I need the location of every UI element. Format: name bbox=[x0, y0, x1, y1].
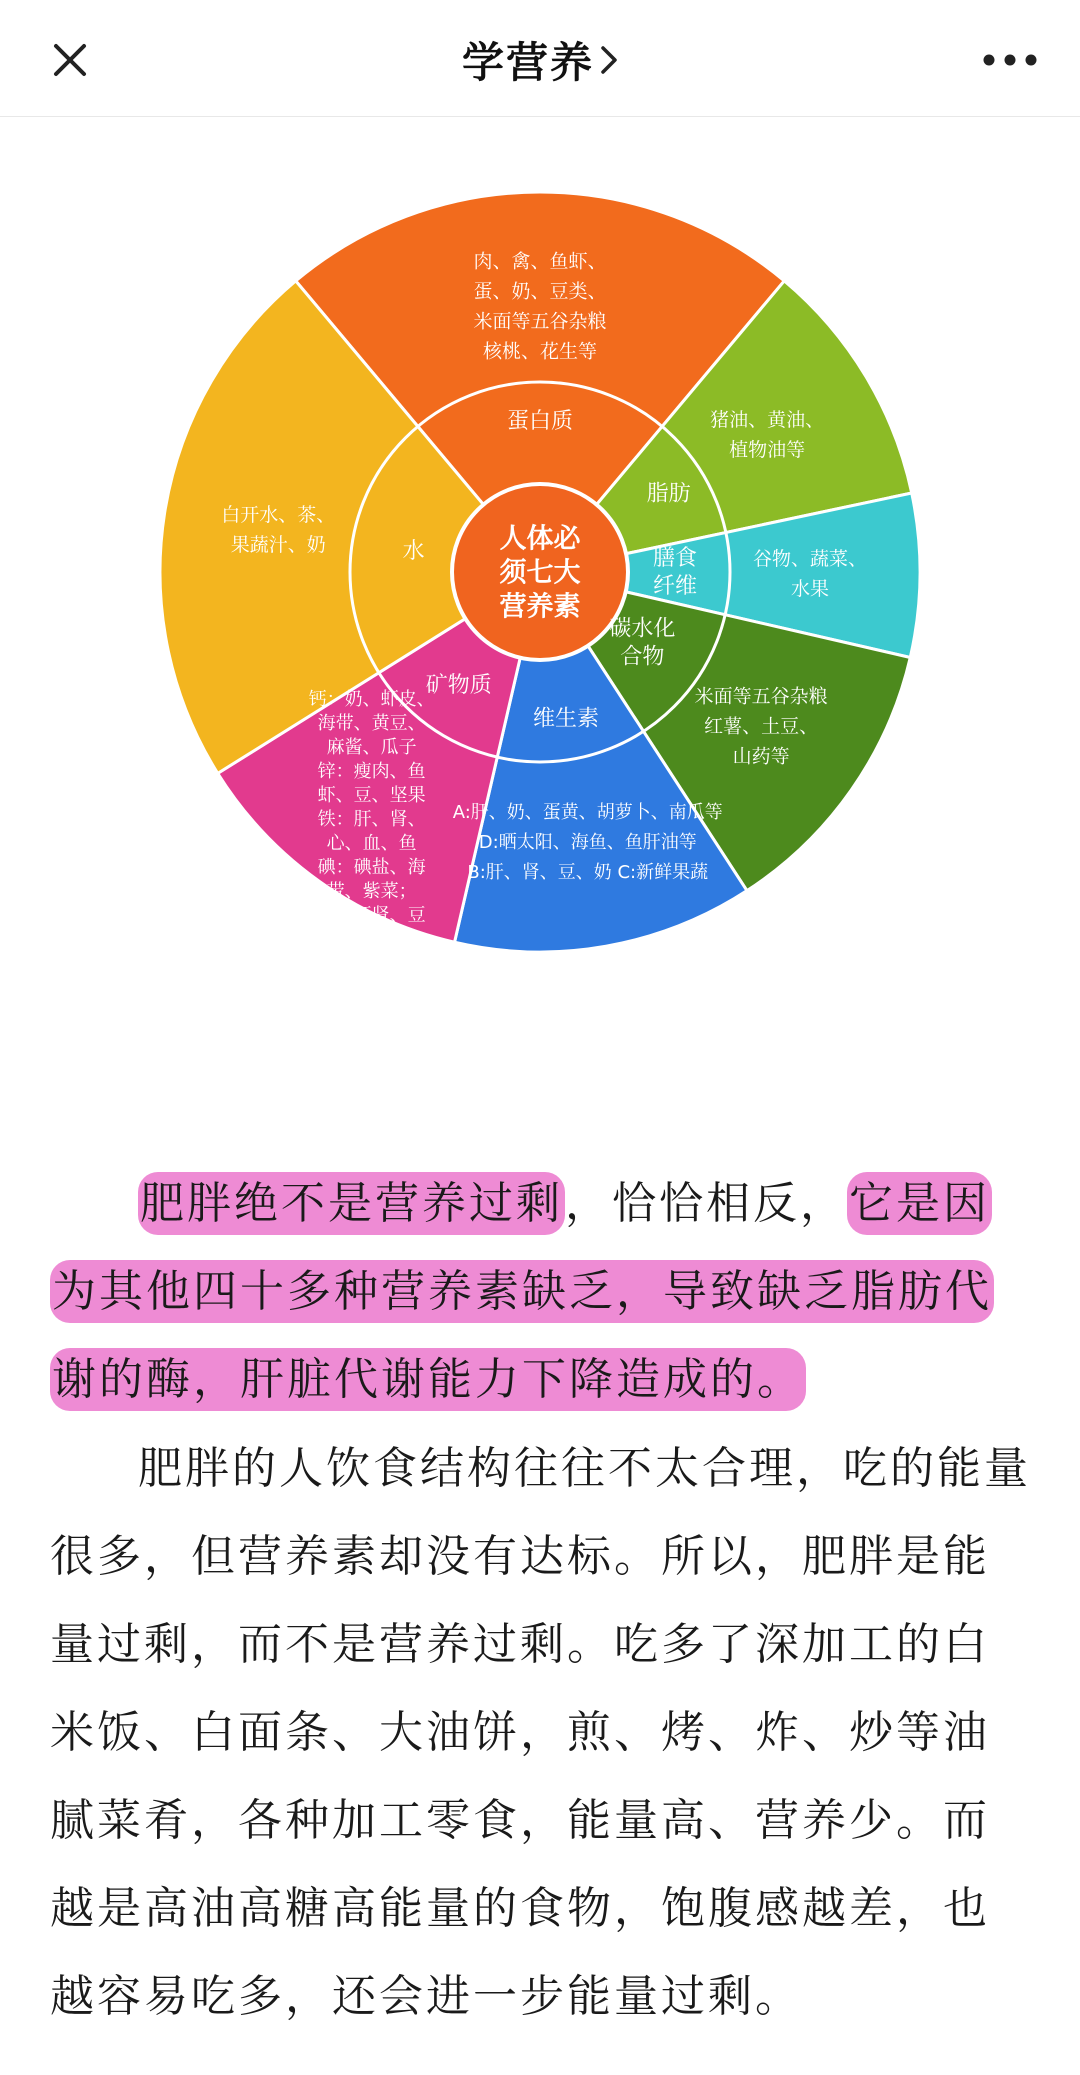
more-dots-icon bbox=[982, 53, 1038, 67]
chevron-right-icon bbox=[600, 45, 618, 75]
account-title-link[interactable] bbox=[0, 30, 1080, 90]
nutrient-wheel bbox=[150, 160, 930, 960]
segment-name-label: 膳食纤维 bbox=[652, 546, 698, 600]
segment-food-label: A:肝、奶、蛋黄、胡萝卜、南瓜等 D:晒太阳、海鱼、鱼肝油等 B:肝、肾、豆、奶 C:新鲜果蔬 bbox=[452, 801, 723, 883]
paragraph-text: ，恰恰相反， bbox=[565, 1178, 847, 1229]
segment-name-label: 维生素 bbox=[533, 706, 600, 732]
article-paragraph-1 bbox=[50, 1160, 1035, 1424]
paragraph-text: 肥胖的人饮食结构往往不太合理，吃的能量很多，但营养素却没有达标。所以，肥胖是能量过剩，而不是营养过剩。吃多了深加工的白米饭、白面条、大油饼，煎、烤、炸、炒等油腻菜肴，各种加工零食，能量高、营养少。而越是高油高糖高能量的食物，饱腹感越差，也越容易吃多，还会进一步能量过剩。 bbox=[50, 1443, 1031, 2022]
highlighted-text: 肥胖绝不是营养过剩 bbox=[138, 1172, 565, 1235]
segment-name-label: 脂肪 bbox=[646, 481, 691, 507]
nutrient-wheel-image bbox=[150, 160, 930, 960]
segment-food-label: 谷物、蔬菜、水果 bbox=[752, 547, 867, 600]
segment-food-label: 猪油、黄油、植物油等 bbox=[710, 409, 825, 462]
segment-name-label: 蛋白质 bbox=[506, 409, 574, 434]
segment-name-label: 矿物质 bbox=[425, 672, 492, 698]
page-title: 学营养 bbox=[461, 38, 594, 87]
segment-name-label: 碳水化合物 bbox=[609, 616, 676, 670]
segment-food-label: 白开水、茶、果蔬汁、奶 bbox=[221, 504, 336, 557]
highlighted-text: 它是因为其他四十多种营养素缺乏，导致缺乏脂肪代谢的酶，肝脏代谢能力下降造成的。 bbox=[50, 1172, 994, 1411]
article-paragraph-2 bbox=[50, 1425, 1035, 2041]
segment-food-label: 米面等五谷杂粮红薯、土豆、山药等 bbox=[694, 685, 828, 768]
segment-food-label: 肉、禽、鱼虾、蛋、奶、豆类、米面等五谷杂粮核桃、花生等 bbox=[473, 250, 607, 363]
more-options-button[interactable] bbox=[970, 30, 1050, 90]
segment-name-label: 水 bbox=[402, 538, 425, 564]
top-navigation-bar bbox=[0, 0, 1080, 117]
segment-food-label: 钙：奶、虾皮、海带、黄豆、麻酱、瓜子锌：瘦肉、鱼虾、豆、坚果铁：肝、肾、心、血、鱼碘：碘盐、海带、紫菜；铜：肝肾、豆 bbox=[308, 689, 435, 927]
center-label: 人体必须七大营养素 bbox=[499, 523, 581, 623]
